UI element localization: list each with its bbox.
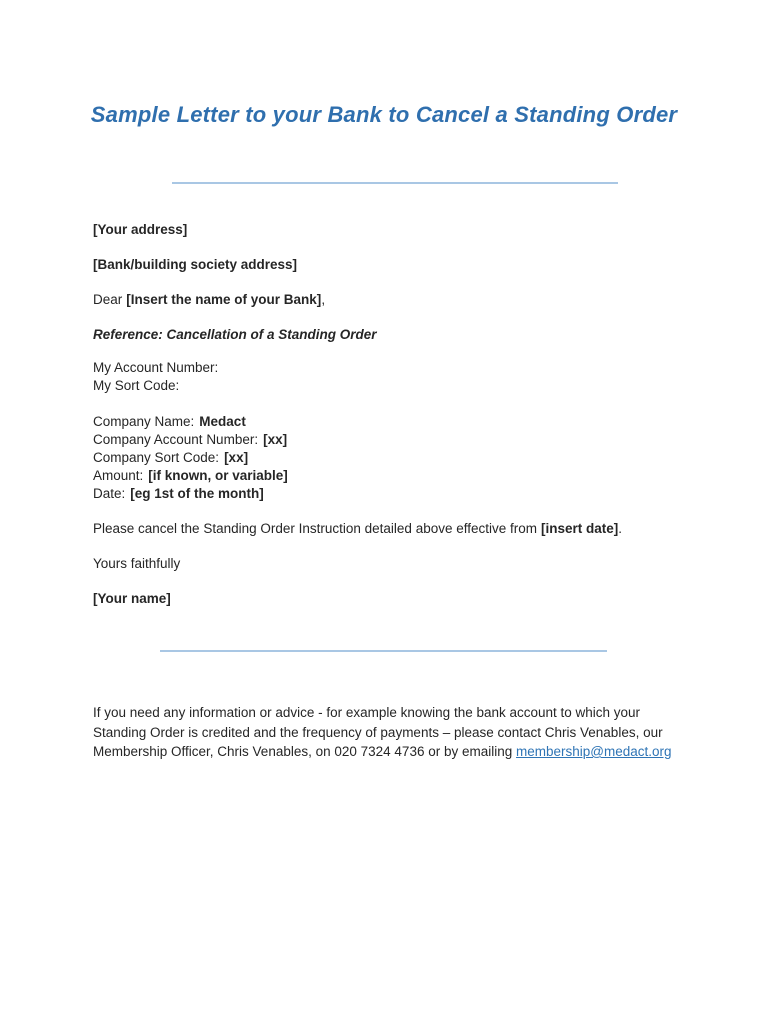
company-name-value: Medact bbox=[199, 414, 246, 429]
insert-date-placeholder: [insert date] bbox=[541, 521, 619, 536]
your-address-placeholder: [Your address] bbox=[93, 222, 188, 237]
amount-row bbox=[93, 467, 288, 485]
cancel-request-line bbox=[93, 520, 622, 537]
reference-line: Reference: Cancellation of a Standing Order bbox=[93, 327, 377, 342]
company-details-block bbox=[93, 413, 288, 503]
date-value: [eg 1st of the month] bbox=[130, 486, 264, 501]
company-name-label: Company Name: bbox=[93, 414, 195, 429]
company-account-row bbox=[93, 431, 288, 449]
company-account-value: [xx] bbox=[263, 432, 288, 447]
amount-value: [if known, or variable] bbox=[148, 468, 288, 483]
company-sort-label: Company Sort Code: bbox=[93, 450, 220, 465]
company-sort-value: [xx] bbox=[224, 450, 249, 465]
closing-line: Yours faithfully bbox=[93, 556, 181, 571]
company-name-row bbox=[93, 413, 288, 431]
email-link[interactable]: membership@medact.org bbox=[516, 744, 672, 759]
salutation-line bbox=[93, 291, 325, 308]
cancel-request-period: . bbox=[618, 521, 623, 536]
company-sort-row bbox=[93, 449, 288, 467]
signature-placeholder: [Your name] bbox=[93, 591, 171, 606]
my-account-block bbox=[93, 359, 218, 395]
date-label: Date: bbox=[93, 486, 126, 501]
divider-line-top bbox=[172, 182, 618, 184]
salutation-suffix: , bbox=[321, 292, 326, 307]
company-account-label: Company Account Number: bbox=[93, 432, 259, 447]
bank-name-placeholder: [Insert the name of your Bank] bbox=[126, 292, 322, 307]
my-sort-code-label: My Sort Code: bbox=[93, 378, 180, 393]
my-account-number-label: My Account Number: bbox=[93, 360, 219, 375]
salutation-prefix: Dear bbox=[93, 292, 123, 307]
divider-line-bottom bbox=[160, 650, 607, 652]
document-title: Sample Letter to your Bank to Cancel a Standing Order bbox=[90, 102, 678, 127]
cancel-request-text: Please cancel the Standing Order Instruction detailed above effective from bbox=[93, 521, 538, 536]
bank-address-placeholder: [Bank/building society address] bbox=[93, 257, 298, 272]
footer-note bbox=[93, 703, 693, 762]
date-row bbox=[93, 485, 288, 503]
footer-info-text: If you need any information or advice - for example knowing the bank account to which your Standing Order is credited and the frequency of payments – please contact Chris Venables, our Membership Officer, Chris Venables, on 020 7324 4736 or by emailing bbox=[93, 705, 663, 759]
amount-label: Amount: bbox=[93, 468, 144, 483]
